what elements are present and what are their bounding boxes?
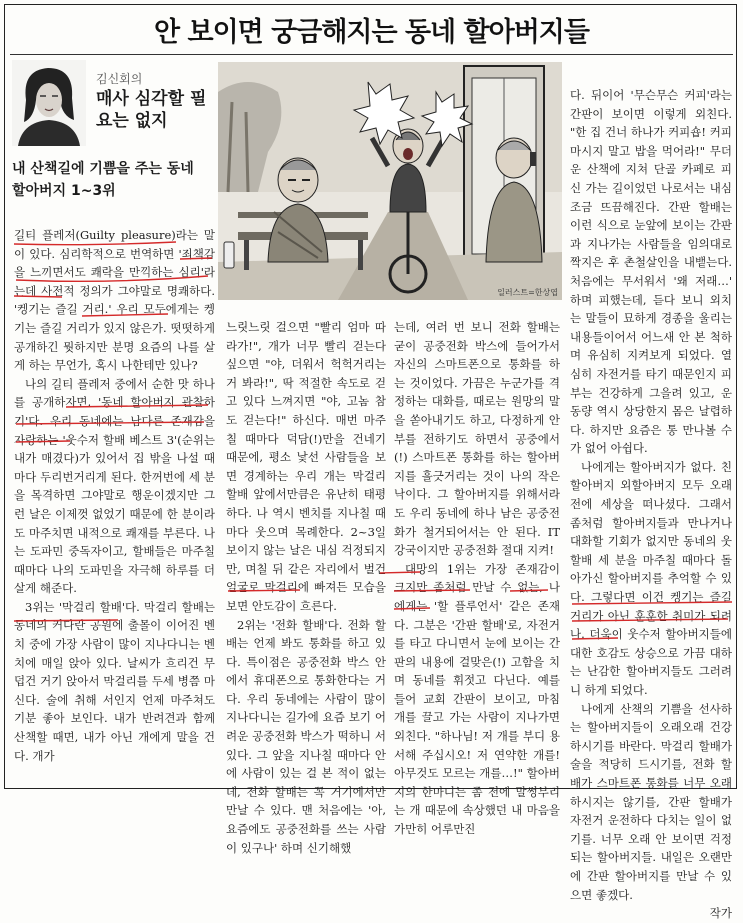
- article-column-4: [570, 86, 732, 923]
- article-column-3: [394, 318, 560, 839]
- paragraph: 길티 플레저(Guilty pleasure)라는 말이 있다. 심리학적으로 번역하면 '죄책감을 느끼면서도 쾌락을 만끽하는 심리'라는데 사전적 정의가 그야말로 명쾌하다. '켕기는 즐길 거리.' 우리 모두에게는 켕기는 즐길 거리가 있지 않은가. 떳떳하게 공개하긴 뭣하지만 분명 요즘의 나를 살게 하는 무언가, 혹시 나한테만 있나?: [14, 228, 215, 373]
- byline: 작가: [709, 906, 732, 921]
- headline-rule: [10, 54, 733, 55]
- paragraph: 나에게는 할아버지가 없다. 친할아버지 외할아버지 모두 오래전에 세상을 떠나셨다. 그래서 좀처럼 할아버지들과 만나거나 대화할 기회가 없지만 동네의 웃할배 세 분을 마주칠 때마다 돌아가신 할아버지를 추억할 수 있다. 그렇다면 이건 켕기는 즐길 거리가 아닌 훈훈한 취미가 되려나. 더욱이 웃수저 할아버지들에 대한 호감도 상승으로 가끔 대하는 난감한 할아버지들도 그러려니 하게 되었다.: [570, 459, 732, 697]
- subhead: 내 산책길에 기쁨을 주는 동네 할아버지 1~3위: [12, 161, 194, 199]
- paragraph: 는데, 여러 번 보니 전화 할배는 굳이 공중전화 박스에 들어가서 자신의 스마트폰으로 통화를 하는 것이었다. 가끔은 누군가를 격정하는 대화를, 때로는 원망의 말을 쏟아내기도 하고, 다정하게 안부를 전하기도 하면서 공중에서(!) 스마트폰 통화를 하는 할아버지를 흘긋거리는 것이 나의 작은 낙이다. 그 할아버지를 위해서라도 우리 동네에 하나 남은 공중전화가 철거되어서는 안 된다. IT 강국이지만 공중전화 절대 지켜!: [394, 320, 560, 558]
- illustration-credit: 일러스트=한상엽: [497, 288, 558, 297]
- paragraph: 나에게 산책의 기쁨을 선사하는 할아버지들이 오래오래 건강하시기를 바란다. 막걸리 할배가 술을 적당히 드시기를, 전화 할배가 스마트폰 통화를 너무 오래 하시지는 않기를, 간판 할배가 자전거 운전하다 다치는 일이 없기를. 너무 오래 안 보이면 걱정되는 할아버지들. 내일은 오랜만에 간판 할아버지를 만날 수 있으면 좋겠다.: [570, 701, 732, 902]
- paragraph: 느릿느릿 걸으면 "빨리 엄마 따라가!", 개가 너무 빨리 걷는다 싶으면 "야, 더워서 헉헉거리는 거 봐라!", 딱 적절한 속도로 걷고 있다 느껴지면 "야, 고놈 참도 걷는다!" 하신다. 매번 마주칠 때마다 덕담(!)만을 건네기 때문에, 평소 낯선 사람들을 보면 경계하는 우리 개는 막걸리 할배 앞에서만큼은 유난히 태평하다. 나 역시 벤치를 지나칠 때마다 웃으며 목례한다. 2~3일 보이지 않는 날은 내심 걱정되지만, 며칠 뒤 같은 자리에서 벌건 얼굴로 막걸리에 빠져든 모습을 보면 안도감이 흐른다.: [226, 320, 386, 613]
- article-column-1: [14, 226, 215, 765]
- paragraph: 3위는 '막걸리 할배'다. 막걸리 할배는 동네의 커다란 공원에 출몰이 이어진 벤치 중에 가장 사람이 많이 지나다니는 벤치에 매일 앉아 있다. 날씨가 흐리건 무덥건 거기 앉아서 막걸리를 두세 병쯤 마신다. 술에 취해 서인지 언제 마주쳐도 기분 좋아 보인다. 내가 반려견과 함께 산책할 때면, 내가 아닌 개에게 말을 건다. 개가: [14, 599, 215, 763]
- paragraph: 다. 뒤이어 '무슨무슨 커피'라는 간판이 보이면 이렇게 외친다. "한 집 건너 하나가 커피숍! 커피 마시지 말고 밥을 먹어라!" 무더운 산책에 지쳐 단골 카페로 피신 가는 길이었던 나로서는 내심 조금 뜨끔해진다. 간판 할배는 이런 식으로 눈앞에 보이는 간판과 지나가는 사람들을 임의대로 짝지은 후 촌철살인을 내뱉는다. 처음에는 무서워서 '왜 저래…' 하며 피했는데, 듣다 보니 외치는 말들이 묘하게 경종을 울리는 내용들이어서 어느새 안 본 척하며 유심히 지켜보게 되었다. 열심히 자전거를 타기 때문인지 피부는 건강하게 그을려 있고, 운동량 역시 상당한지 몸은 날렵하다. 하지만 요즘은 통 만나볼 수가 없어 아쉽다.: [570, 88, 732, 456]
- headline: 안 보이면 궁금해지는 동네 할아버지들: [154, 17, 589, 48]
- paragraph: 나의 길티 플레저 중에서 순한 맛 하나를 공개하자면, '동네 할아버지 관찰하기'다. 우리 동네에는 남다른 존재감을 자랑하는 '웃수저 할배 베스트 3'(순위는 내가 매겼다)가 있어서 집 밖을 나설 때마다 두리번거리게 된다. 한꺼번에 세 분을 목격하면 그야말로 행운이겠지만 그런 날은 이제껏 없었기 때문에 한 분이라도 마주치면 내적으로 쾌재를 부른다. 나는 도파민 중독자이고, 할배들은 마주칠 때마다 나의 도파민을 자극해 하루를 더 살게 해준다.: [14, 376, 215, 596]
- author-photo: [12, 60, 86, 146]
- paragraph: 2위는 '전화 할배'다. 전화 할배는 언제 봐도 통화를 하고 있다. 특이점은 공중전화 박스 안에서 휴대폰으로 통화한다는 거다. 우리 동네에는 사람이 많이 지나다니는 길가에 요즘 보기 어려운 공중전화 박스가 떡하니 서 있다. 그 앞을 지나칠 때마다 안에 사람이 있는 걸 본 적이 없는데, 전화 할배는 꼭 거기에서만 만날 수 있다. 맨 처음에는 '아, 요즘에도 공중전화를 쓰는 사람이 있구나' 하며 신기해했: [226, 617, 386, 855]
- illustration: [218, 62, 562, 300]
- paragraph: 대망의 1위는 가장 존재감이 크지만 좀처럼 만날 수 없는, 나에게는 '할 플루언서' 같은 존재다. 그분은 '간판 할배'로, 자전거를 타고 다니면서 눈에 보이는 간판의 내용에 걸맞은(!) 고함을 치며 동네를 휘젓고 다닌다. 예를 들어 교회 간판이 보이고, 마침 개를 끌고 가는 사람이 지나가면 외친다. "하나님! 저 개를 부디 용서해 주십시오! 저 연약한 개를! 아무것도 모르는 개를…!" 할아버지의 한마디는 좀 전에 말썽부리는 개 때문에 속상했던 내 마음을 가만히 어루만진: [394, 561, 560, 837]
- illustration-art: [218, 62, 562, 300]
- author-block: [12, 60, 212, 148]
- column-title: 매사 심각할 필요는 없지: [96, 89, 207, 131]
- article-column-2: [226, 318, 386, 857]
- column-name: 김신회의: [96, 72, 143, 86]
